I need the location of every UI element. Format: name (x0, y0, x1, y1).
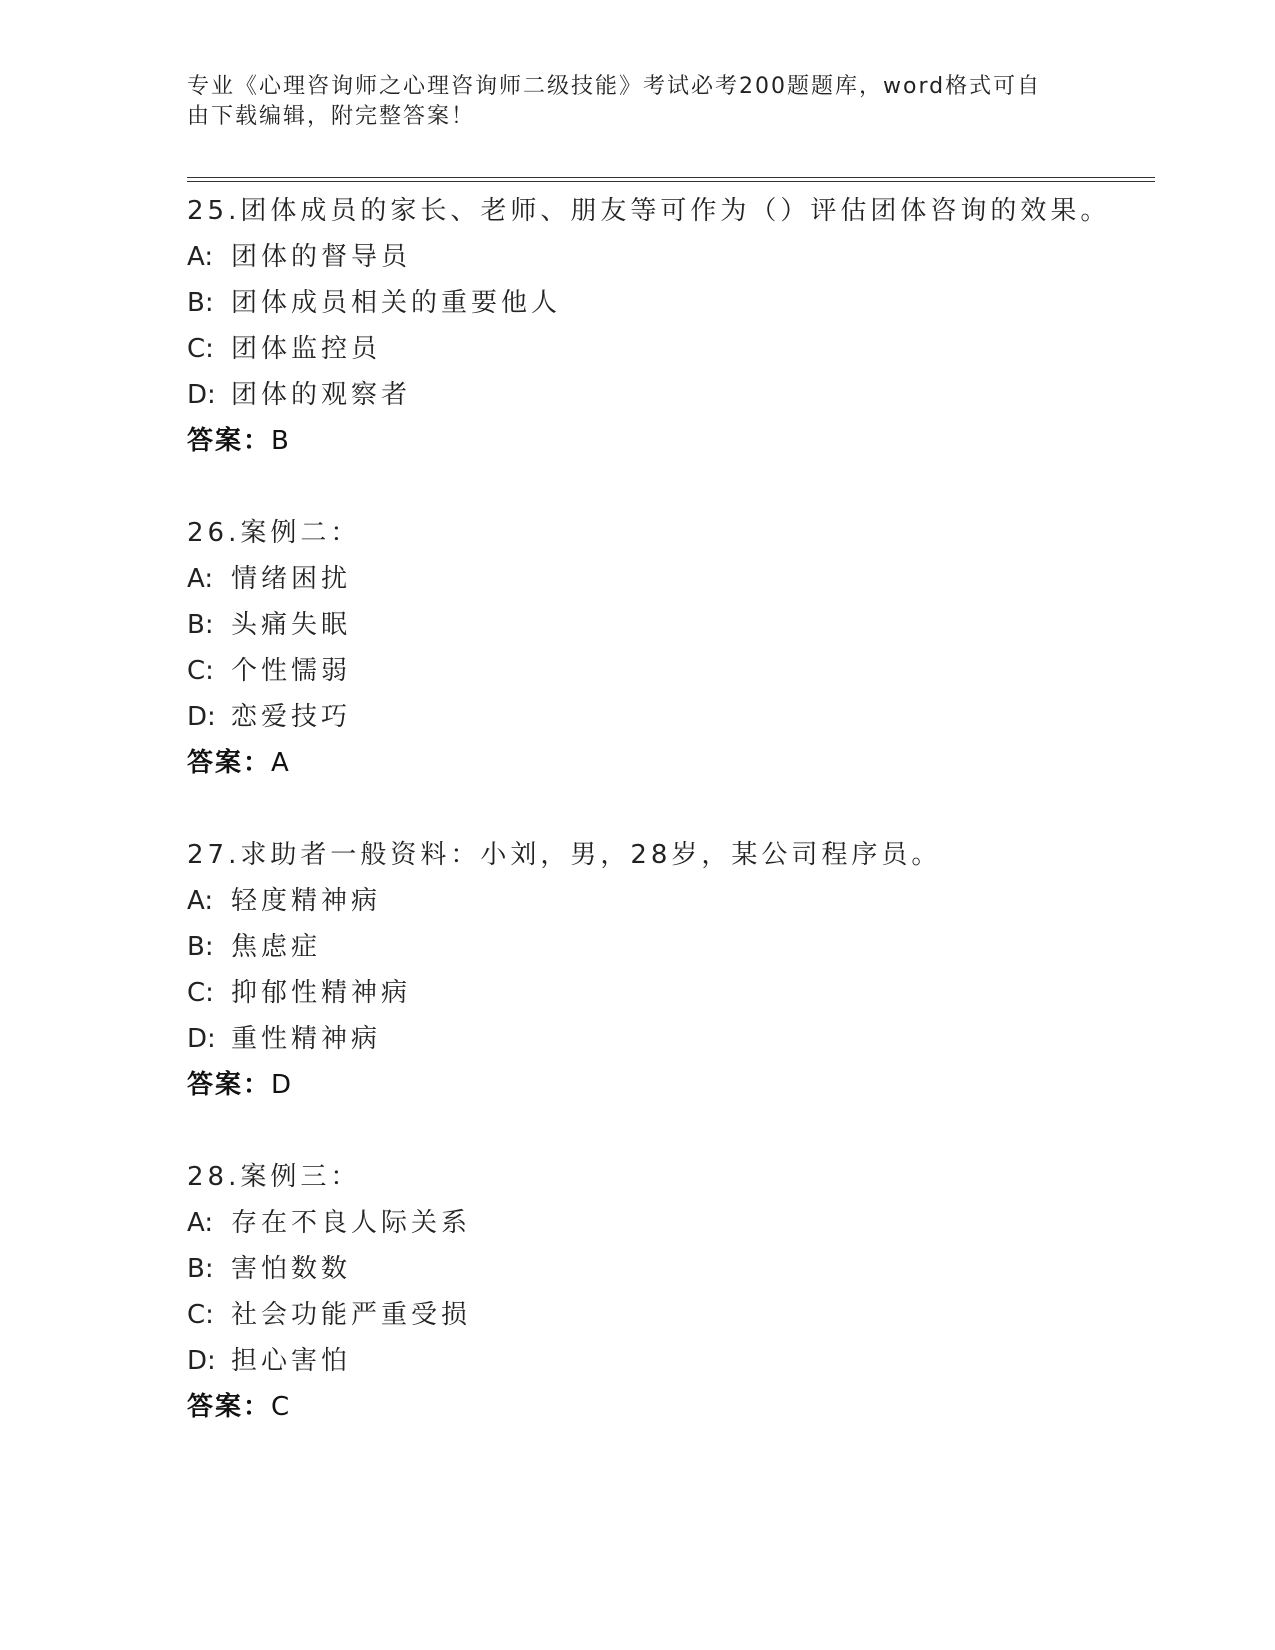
option-text: 重性精神病 (231, 1024, 382, 1054)
option-text: 个性懦弱 (231, 656, 352, 686)
answer-line (187, 418, 1155, 464)
option-text: 存在不良人际关系 (231, 1208, 472, 1238)
option-text: 焦虑症 (231, 932, 322, 962)
question-stem: 26.案例二： (187, 518, 361, 548)
answer-line (187, 740, 1155, 786)
option-letter: D: (187, 1346, 216, 1376)
option-d (187, 1016, 1155, 1062)
answer-line (187, 1384, 1155, 1430)
answer-value: C (271, 1392, 290, 1422)
option-letter: A: (187, 886, 214, 916)
option-d (187, 694, 1155, 740)
answer-value: A (271, 748, 289, 778)
option-d (187, 1338, 1155, 1384)
option-a (187, 1200, 1155, 1246)
option-a (187, 234, 1155, 280)
option-text: 轻度精神病 (231, 886, 382, 916)
option-letter: C: (187, 978, 214, 1008)
option-letter: B: (187, 1254, 214, 1284)
header-divider-bottom (187, 181, 1155, 182)
option-text: 头痛失眠 (231, 610, 352, 640)
option-c (187, 648, 1155, 694)
option-letter: A: (187, 1208, 214, 1238)
option-b (187, 280, 1155, 326)
option-text: 抑郁性精神病 (231, 978, 412, 1008)
option-letter: D: (187, 380, 216, 410)
question-25 (187, 188, 1155, 464)
answer-label: 答案： (187, 1070, 272, 1100)
option-letter: B: (187, 610, 214, 640)
option-text: 害怕数数 (231, 1254, 352, 1284)
option-text: 团体成员相关的重要他人 (231, 288, 562, 318)
question-list (187, 188, 1155, 1476)
option-c (187, 970, 1155, 1016)
option-letter: A: (187, 564, 214, 594)
option-d (187, 372, 1155, 418)
option-text: 团体的观察者 (231, 380, 412, 410)
intro-line-1: 专业《心理咨询师之心理咨询师二级技能》考试必考200题题库，word格式可自 (187, 74, 1042, 99)
option-text: 担心害怕 (231, 1346, 352, 1376)
answer-label: 答案： (187, 1392, 272, 1422)
question-28 (187, 1154, 1155, 1430)
option-b (187, 602, 1155, 648)
answer-label: 答案： (187, 748, 272, 778)
document-intro (187, 72, 1067, 132)
option-text: 团体监控员 (231, 334, 382, 364)
option-letter: B: (187, 932, 214, 962)
option-letter: B: (187, 288, 214, 318)
option-letter: C: (187, 334, 214, 364)
option-letter: C: (187, 656, 214, 686)
question-stem: 25.团体成员的家长、老师、朋友等可作为（）评估团体咨询的效果。 (187, 196, 1111, 226)
option-b (187, 1246, 1155, 1292)
option-text: 情绪困扰 (231, 564, 352, 594)
option-letter: A: (187, 242, 214, 272)
answer-line (187, 1062, 1155, 1108)
answer-value: D (271, 1070, 292, 1100)
question-stem: 27.求助者一般资料：小刘，男，28岁，某公司程序员。 (187, 840, 942, 870)
option-letter: C: (187, 1300, 214, 1330)
option-letter: D: (187, 1024, 216, 1054)
option-a (187, 556, 1155, 602)
option-a (187, 878, 1155, 924)
option-text: 团体的督导员 (231, 242, 412, 272)
option-text: 社会功能严重受损 (231, 1300, 472, 1330)
option-b (187, 924, 1155, 970)
header-divider-top (187, 177, 1155, 178)
answer-value: B (271, 426, 289, 456)
option-c (187, 326, 1155, 372)
question-27 (187, 832, 1155, 1108)
question-26 (187, 510, 1155, 786)
intro-line-2: 由下载编辑，附完整答案！ (187, 104, 476, 129)
option-c (187, 1292, 1155, 1338)
option-letter: D: (187, 702, 216, 732)
question-stem: 28.案例三： (187, 1162, 361, 1192)
option-text: 恋爱技巧 (231, 702, 352, 732)
answer-label: 答案： (187, 426, 272, 456)
